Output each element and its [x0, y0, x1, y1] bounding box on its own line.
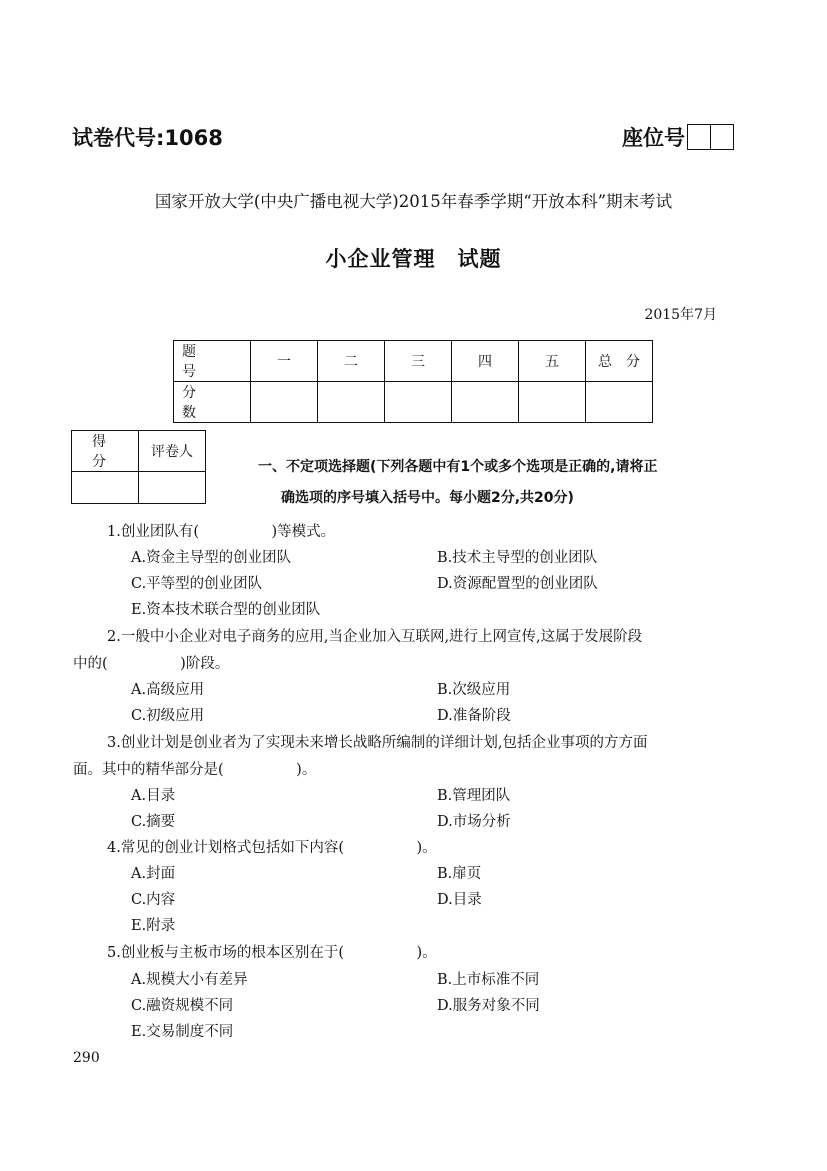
question-4-option-e: E.附录: [131, 918, 176, 934]
score-cell: [251, 382, 318, 423]
score-header-cell: 题 号: [174, 341, 251, 382]
score-header-cell: 五: [519, 341, 586, 382]
question-1-option-e: E.资本技术联合型的创业团队: [131, 602, 321, 618]
score-header-cell: 四: [452, 341, 519, 382]
score-table-header-row: [174, 341, 653, 382]
score-cell: [318, 382, 385, 423]
question-1-option-c: C.平等型的创业团队: [131, 576, 263, 592]
question-5-option-d: D.服务对象不同: [437, 998, 540, 1014]
question-2-option-b: B.次级应用: [437, 682, 511, 698]
question-4-option-c: C.内容: [131, 892, 176, 908]
question-5-option-e: E.交易制度不同: [131, 1024, 234, 1040]
seat-label: 座位号: [622, 126, 685, 150]
exam-code: 试卷代号:1068: [72, 126, 223, 150]
university-line: 国家开放大学(中央广播电视大学)2015年春季学期“开放本科”期末考试: [154, 192, 673, 211]
question-5-stem: 5.创业板与主板市场的根本区别在于( )。: [107, 945, 437, 961]
question-1-option-a: A.资金主导型的创业团队: [131, 550, 292, 566]
question-2-option-a: A.高级应用: [131, 682, 205, 698]
question-3-option-c: C.摘要: [131, 814, 176, 830]
score-cell: [385, 382, 452, 423]
question-5-option-b: B.上市标准不同: [437, 972, 540, 988]
question-4-stem: 4.常见的创业计划格式包括如下内容( )。: [107, 840, 437, 856]
grader-box: [71, 430, 206, 504]
question-3-stem-cont: 面。其中的精华部分是( )。: [73, 762, 317, 778]
score-header-cell: 总 分: [586, 341, 653, 382]
question-5-option-a: A.规模大小有差异: [131, 972, 248, 988]
score-header-cell: 一: [251, 341, 318, 382]
score-table-score-row: [174, 382, 653, 423]
score-cell: [586, 382, 653, 423]
question-1-option-b: B.技术主导型的创业团队: [437, 550, 598, 566]
question-1-option-d: D.资源配置型的创业团队: [437, 576, 598, 592]
seat-boxes: [687, 124, 734, 150]
grader-score-cell: [72, 472, 139, 504]
grader-score-label: 得 分: [72, 431, 139, 472]
question-2-stem: 2.一般中小企业对电子商务的应用,当企业加入互联网,进行上网宣传,这属于发展阶段: [107, 629, 643, 645]
question-4-option-a: A.封面: [131, 866, 176, 882]
question-1-stem: 1.创业团队有( )等模式。: [107, 524, 336, 540]
question-2-option-c: C.初级应用: [131, 708, 205, 724]
grader-name-cell: [139, 472, 206, 504]
score-header-cell: 二: [318, 341, 385, 382]
question-3-option-a: A.目录: [131, 788, 176, 804]
question-4-option-d: D.目录: [437, 892, 482, 908]
page-number: 290: [73, 1050, 100, 1066]
score-row-label: 分 数: [174, 382, 251, 423]
question-4-option-b: B.扉页: [437, 866, 482, 882]
score-cell: [452, 382, 519, 423]
section-instruction-line1: 一、不定项选择题(下列各题中有1个或多个选项是正确的,请将正: [258, 459, 658, 475]
score-table: [173, 340, 653, 423]
question-5-option-c: C.融资规模不同: [131, 998, 234, 1014]
exam-date: 2015年7月: [644, 307, 717, 323]
question-2-option-d: D.准备阶段: [437, 708, 511, 724]
question-2-stem-cont: 中的( )阶段。: [73, 656, 230, 672]
score-header-cell: 三: [385, 341, 452, 382]
question-3-stem: 3.创业计划是创业者为了实现未来增长战略所编制的详细计划,包括企业事项的方方面: [107, 735, 648, 751]
score-cell: [519, 382, 586, 423]
seat-number: [622, 122, 734, 152]
question-3-option-d: D.市场分析: [437, 814, 511, 830]
section-instruction-line2: 确选项的序号填入括号中。每小题2分,共20分): [281, 490, 574, 506]
question-3-option-b: B.管理团队: [437, 788, 511, 804]
exam-title: 小企业管理 试题: [325, 247, 502, 271]
grader-name-label: 评卷人: [139, 431, 206, 472]
